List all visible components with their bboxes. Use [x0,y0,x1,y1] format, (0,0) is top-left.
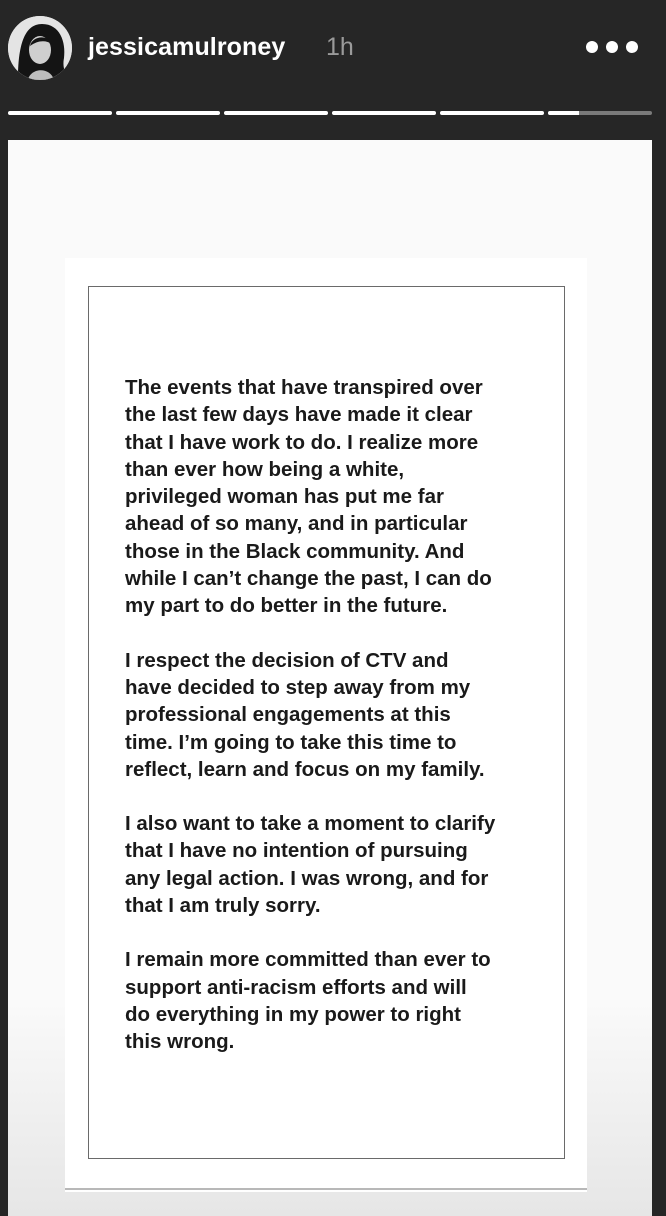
progress-segment[interactable] [116,111,220,115]
divider [65,1188,587,1190]
statement-paragraph: I also want to take a moment to clarify that I have no intention of pursuing any legal action. I was wrong, and for that I am truly sorry. [125,812,496,918]
statement-text [125,374,545,1083]
more-icon-dot [586,41,598,53]
progress-fill [548,111,579,115]
progress-segment[interactable] [332,111,436,115]
statement-paragraph: I respect the decision of CTV and have decided to step away from my professional engagements at this time. I’m going to take this time to reflect, learn and focus on my family. [125,648,485,781]
post-time: 1h [326,33,354,61]
progress-fill [332,111,436,115]
progress-segment[interactable] [224,111,328,115]
statement-paragraph: I remain more committed than ever to support anti-racism efforts and will do everything in my power to right this wrong. [125,948,491,1054]
story-content[interactable] [8,140,652,1216]
story-header [0,0,666,100]
avatar[interactable] [8,16,72,80]
statement-sheet [65,258,587,1192]
statement-paragraph: The events that have transpired over the last few days have made it clear that I have work to do. I realize more than ever how being a white, privileged woman has put me far ahead of so many, and in particular those in the Black community. And while I can’t change the past, I can do my part to do better in the future. [125,376,492,618]
progress-segment[interactable] [8,111,112,115]
more-options-button[interactable] [586,32,638,62]
username[interactable]: jessicamulroney [88,33,286,61]
story-progress-bar [8,111,652,115]
profile-photo [8,16,72,80]
progress-segment[interactable] [548,111,652,115]
more-icon-dot [606,41,618,53]
statement-border [88,286,565,1159]
progress-fill [440,111,544,115]
more-icon-dot [626,41,638,53]
progress-fill [224,111,328,115]
progress-segment[interactable] [440,111,544,115]
progress-fill [116,111,220,115]
progress-fill [8,111,112,115]
